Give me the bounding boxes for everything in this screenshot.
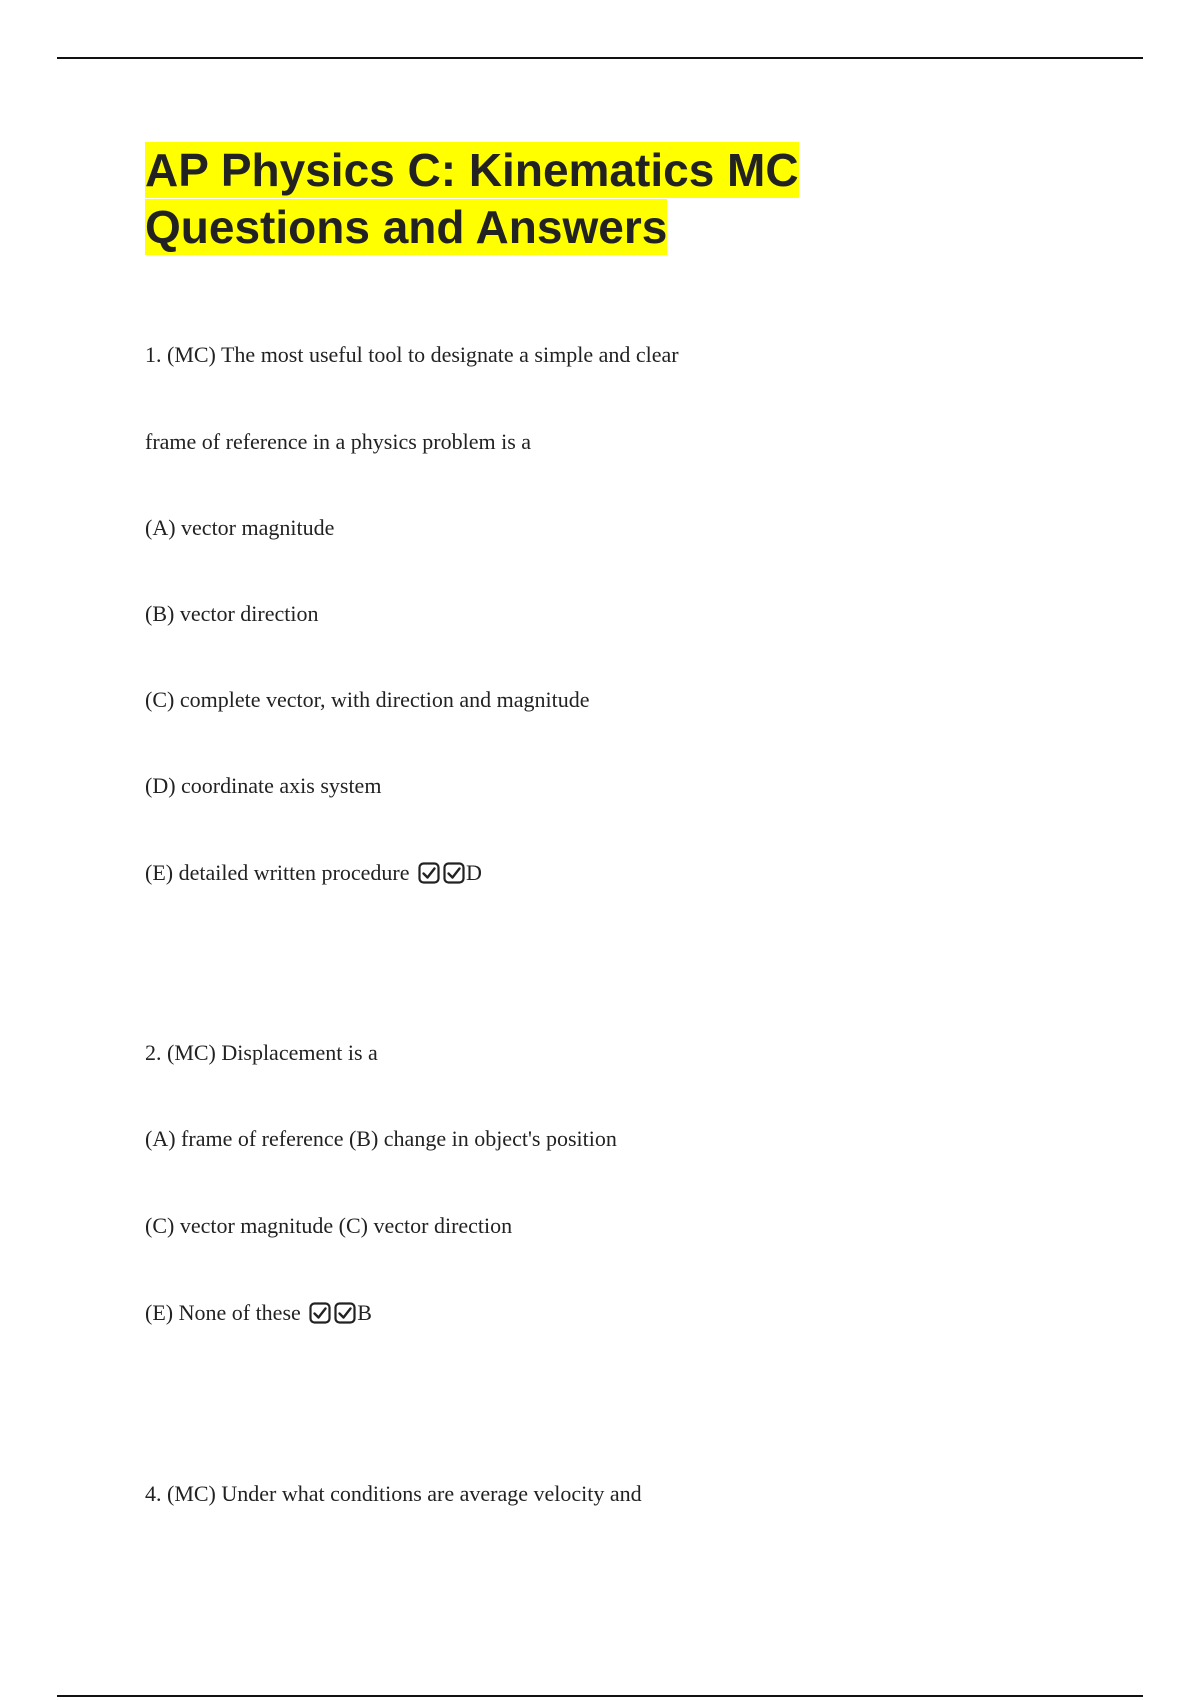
question-1-option-e: (E) detailed written procedure xyxy=(145,860,410,885)
title-line-1: AP Physics C: Kinematics MC xyxy=(145,144,799,196)
checkbox-checked-icon xyxy=(418,862,440,884)
question-2-options-a-b: (A) frame of reference (B) change in object's position xyxy=(145,1126,617,1151)
question-1-option-e-row xyxy=(145,859,482,887)
question-1-option-b: (B) vector direction xyxy=(145,601,319,626)
question-2-answer: B xyxy=(357,1300,372,1325)
title-line-2: Questions and Answers xyxy=(145,201,668,253)
question-1-option-a: (A) vector magnitude xyxy=(145,515,335,540)
question-1-option-c: (C) complete vector, with direction and magnitude xyxy=(145,687,590,712)
checkbox-checked-icon xyxy=(309,1302,331,1324)
checkbox-checked-icon xyxy=(443,862,465,884)
question-2-options-c-c: (C) vector magnitude (C) vector direction xyxy=(145,1213,513,1238)
footer-rule xyxy=(57,1695,1143,1697)
question-2-option-e-row xyxy=(145,1299,372,1327)
question-1-answer: D xyxy=(465,860,482,885)
question-4-stem-line-1: 4. (MC) Under what conditions are average velocity and xyxy=(145,1481,642,1506)
question-1-option-d: (D) coordinate axis system xyxy=(145,773,382,798)
question-1-stem-line-2: frame of reference in a physics problem is a xyxy=(145,429,532,454)
header-rule xyxy=(57,57,1143,59)
question-1-stem-line-1: 1. (MC) The most useful tool to designate a simple and clear xyxy=(145,342,679,367)
checkbox-checked-icon xyxy=(334,1302,356,1324)
question-2-stem: 2. (MC) Displacement is a xyxy=(145,1040,378,1065)
document-title xyxy=(145,142,905,256)
question-2-option-e: (E) None of these xyxy=(145,1300,301,1325)
